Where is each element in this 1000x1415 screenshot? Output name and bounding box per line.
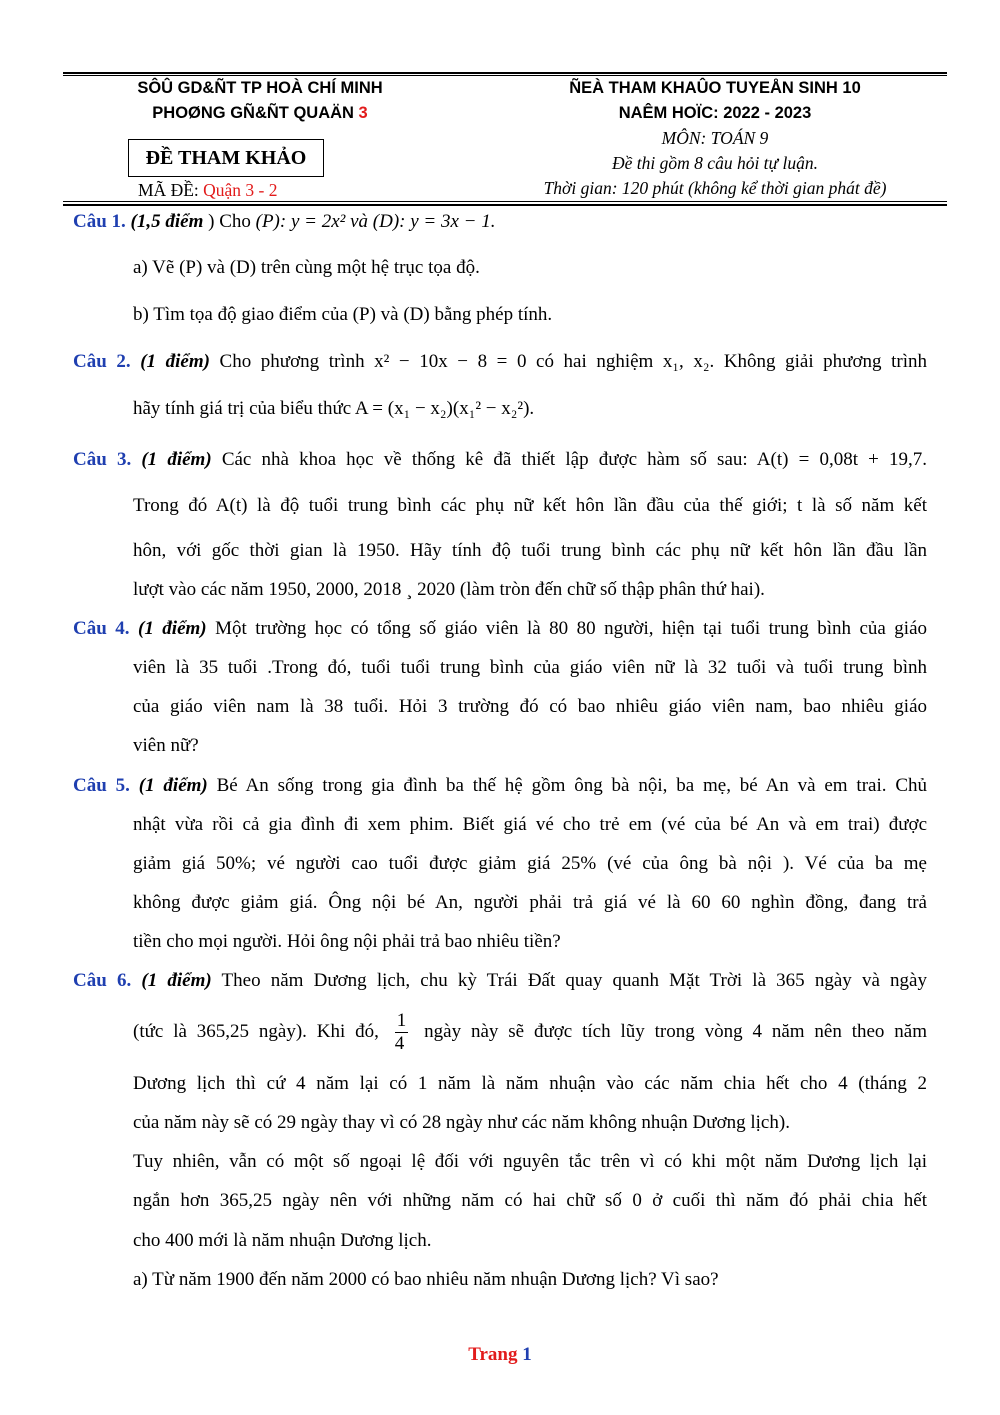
q4-line4: viên nữ? bbox=[133, 735, 199, 756]
q6-line5: Tuy nhiên, vẫn có một số ngoại lệ đối với nguyên tắc trên vì có khi một năm Dương lịch lại bbox=[133, 1151, 927, 1172]
header-right bbox=[500, 76, 930, 201]
q4-heading: Câu 4. (1 điểm) Một trường học có tổng số giáo viên là 80 80 người, hiện tại tuổi trung bình của giáo bbox=[73, 618, 928, 639]
q5-line5: tiền cho mọi người. Hỏi ông nội phải trả bao nhiêu tiền? bbox=[133, 931, 561, 952]
header-left bbox=[80, 76, 440, 126]
q2-line2: hãy tính giá trị của biểu thức A = (x₁ − x₂)(x₁² − x₂²). bbox=[133, 398, 535, 419]
q4-line3: của giáo viên nam là 38 tuổi. Hỏi 3 trường đó có bao nhiêu giáo viên nam, bao nhiêu giáo bbox=[133, 696, 927, 717]
subject: MÔN: TOÁN 9 bbox=[661, 128, 769, 148]
q6-line3: Dương lịch thì cứ 4 năm lại có 1 năm là năm nhuận vào các năm chia hết cho 4 (tháng 2 bbox=[133, 1073, 927, 1094]
q1-part-a: a) Vẽ (P) và (D) trên cùng một hệ trục tọa độ. bbox=[133, 257, 480, 278]
q6-part-a: a) Từ năm 1900 đến năm 2000 có bao nhiêu năm nhuận Dương lịch? Vì sao? bbox=[133, 1269, 719, 1290]
q5-line2: nhật vừa rồi cả gia đình đi xem phim. Biết giá vé cho trẻ em (vé của bé An và em trai) được bbox=[133, 814, 927, 835]
page-number: Trang 1 bbox=[468, 1344, 532, 1365]
time-limit: Thời gian: 120 phút (không kể thời gian phát đề) bbox=[543, 178, 887, 198]
fraction-one-quarter: $\frac{1}{4}$ bbox=[394, 1010, 407, 1055]
q1-part-b: b) Tìm tọa độ giao điểm của (P) và (D) bằng phép tính. bbox=[133, 304, 553, 325]
school-year: NAÊM HOÏC: 2022 - 2023 bbox=[618, 104, 812, 122]
reference-exam-box: ĐỀ THAM KHẢO bbox=[128, 139, 324, 177]
q5-heading: Câu 5. (1 điểm) Bé An sống trong gia đình ba thế hệ gồm ông bà nội, ba mẹ, bé An và em trai. Chủ bbox=[73, 775, 928, 796]
q6-line2: (tức là 365,25 ngày). Khi đó, $\frac{1}{4}$ ngày này sẽ được tích lũy trong vòng 4 năm nên theo năm bbox=[133, 1010, 928, 1055]
q5-line3: giảm giá 50%; vé người cao tuổi được giảm giá 25% (vé của ông bà nội ). Vé của ba mẹ bbox=[133, 853, 927, 874]
q6-line6: ngắn hơn 365,25 ngày nên với những năm có hai chữ số 0 ở cuối thì năm đó phải chia hết bbox=[133, 1190, 927, 1211]
q6-line7: cho 400 mới là năm nhuận Dương lịch. bbox=[133, 1230, 432, 1251]
header-top-rule bbox=[63, 72, 947, 74]
exam-code: MÃ ĐỀ: Quận 3 - 2 bbox=[138, 180, 278, 200]
q2-heading: Câu 2. (1 điểm) Cho phương trình x² − 10x − 8 = 0 có hai nghiệm x₁, x₂. Không giải phương trình bbox=[73, 351, 927, 372]
office-name: PHOØNG GÑ&ÑT QUAÄN 3 bbox=[152, 104, 368, 122]
q5-line4: không được giảm giá. Ông nội bé An, người phải trả giá vé là 60 60 nghìn đồng, đang trả bbox=[133, 892, 927, 913]
q3-line3: hôn, với gốc thời gian là 1950. Hãy tính độ tuổi trung bình các phụ nữ kết hôn lần đầu lần bbox=[133, 540, 927, 561]
exam-title: ÑEÀ THAM KHAÛO TUYEÅN SINH 10 bbox=[569, 79, 861, 97]
q3-heading: Câu 3. (1 điểm) Các nhà khoa học về thống kê đã thiết lập được hàm số sau: A(t) = 0,08t + 19,7. bbox=[73, 449, 927, 470]
question-count: Đề thi gồm 8 câu hỏi tự luận. bbox=[612, 153, 818, 173]
q3-line2: Trong đó A(t) là độ tuổi trung bình các phụ nữ kết hôn lần đầu của thế giới; t là số năm kết bbox=[133, 495, 927, 516]
header-bottom-rule-2 bbox=[63, 204, 947, 206]
department-name: SÔÛ GD&ÑT TP HOÀ CHÍ MINH bbox=[137, 79, 383, 97]
q6-line4: của năm này sẽ có 29 ngày thay vì có 28 ngày như các năm không nhuận Dương lịch). bbox=[133, 1112, 790, 1133]
q1-heading: Câu 1. (1,5 điểm ) Cho (P): y = 2x² và (D): y = 3x − 1. bbox=[73, 211, 496, 232]
q6-heading: Câu 6. (1 điểm) Theo năm Dương lịch, chu kỳ Trái Đất quay quanh Mặt Trời là 365 ngày và ngày bbox=[73, 970, 927, 991]
q3-line4: lượt vào các năm 1950, 2000, 2018 ¸ 2020 (làm tròn đến chữ số thập phân thứ hai). bbox=[133, 579, 765, 600]
q4-line2: viên là 35 tuổi .Trong đó, tuổi tuổi trung bình của giáo viên nữ là 32 tuổi và tuổi trung bình bbox=[133, 657, 927, 678]
